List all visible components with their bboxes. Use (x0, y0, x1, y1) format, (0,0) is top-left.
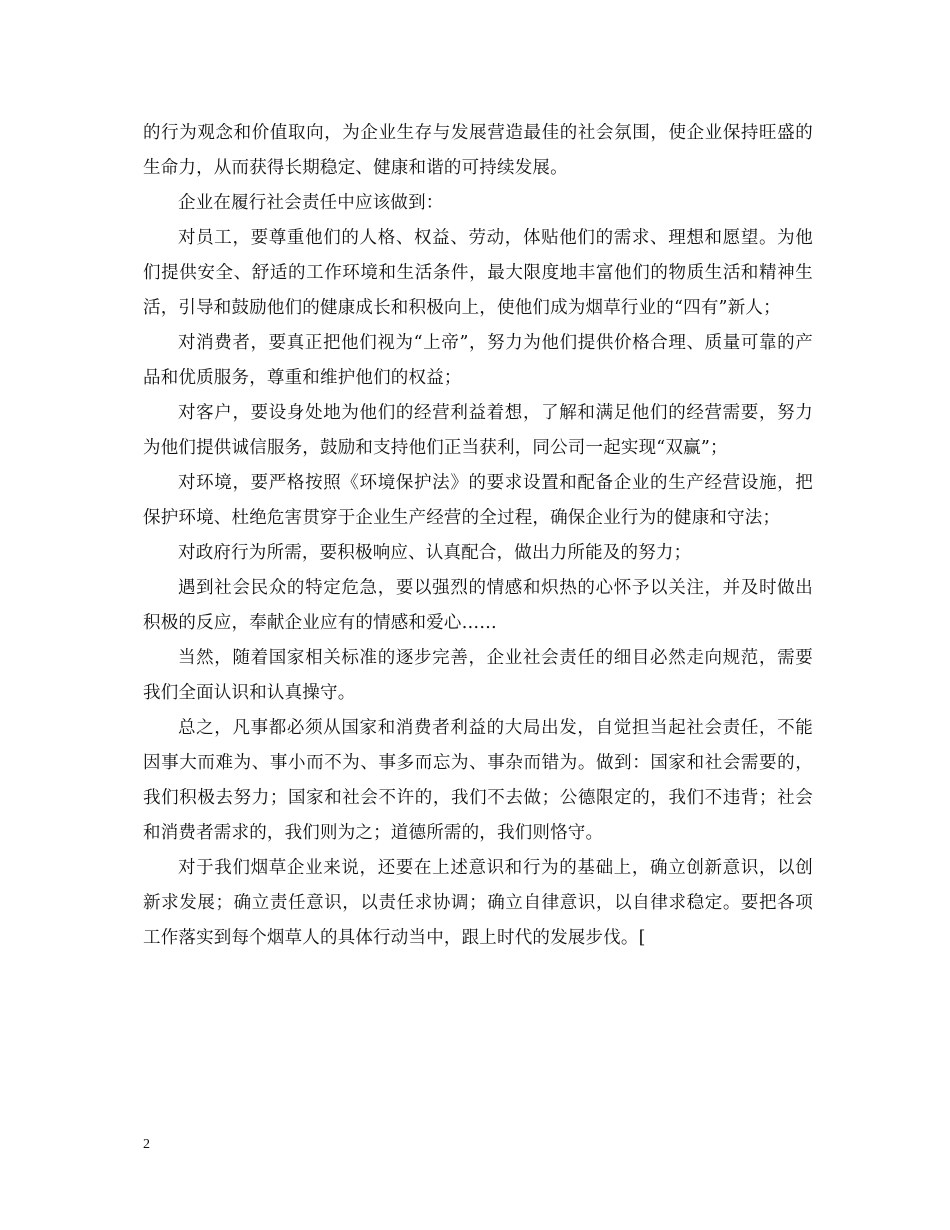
page-number: 2 (143, 1137, 150, 1152)
paragraph-employees: 对员工，要尊重他们的人格、权益、劳动，体贴他们的需求、理想和愿望。为他们提供安全、舒适的工作环境和生活条件，最大限度地丰富他们的物质生活和精神生活，引导和鼓励他们的健康成长和积极向上，使他们成为烟草行业的“四有”新人； (143, 228, 813, 318)
paragraph-intro: 企业在履行社会责任中应该做到： (178, 193, 444, 213)
paragraph-public-crisis: 遇到社会民众的特定危急，要以强烈的情感和炽热的心怀予以关注，并及时做出积极的反应，奉献企业应有的情感和爱心…… (143, 578, 813, 633)
paragraph-summary: 总之，凡事都必须从国家和消费者利益的大局出发，自觉担当起社会责任，不能因事大而难为、事小而不为、事多而忘为、事杂而错为。做到：国家和社会需要的，我们积极去努力；国家和社会不许的，我们不去做；公德限定的，我们不违背；社会和消费者需求的，我们则为之；道德所需的，我们则恪守。 (143, 718, 813, 843)
paragraph-consumers: 对消费者，要真正把他们视为“上帝”，努力为他们提供价格合理、质量可靠的产品和优质服务，尊重和维护他们的权益； (143, 333, 813, 388)
paragraph-environment: 对环境，要严格按照《环境保护法》的要求设置和配备企业的生产经营设施，把保护环境、杜绝危害贯穿于企业生产经营的全过程，确保企业行为的健康和守法； (143, 473, 813, 528)
paragraph-standards: 当然，随着国家相关标准的逐步完善，企业社会责任的细目必然走向规范，需要我们全面认识和认真操守。 (143, 648, 813, 703)
body-text (143, 116, 813, 956)
paragraph-tobacco-enterprise: 对于我们烟草企业来说，还要在上述意识和行为的基础上，确立创新意识，以创新求发展；确立责任意识，以责任求协调；确立自律意识，以自律求稳定。要把各项工作落实到每个烟草人的具体行动当中，跟上时代的发展步伐。[ (143, 858, 813, 948)
paragraph-government: 对政府行为所需，要积极响应、认真配合，做出力所能及的努力； (178, 543, 692, 563)
paragraph-customers: 对客户，要设身处地为他们的经营利益着想，了解和满足他们的经营需要，努力为他们提供诚信服务，鼓励和支持他们正当获利，同公司一起实现“双赢”； (143, 403, 813, 458)
paragraph-continuation: 的行为观念和价值取向，为企业生存与发展营造最佳的社会氛围，使企业保持旺盛的生命力，从而获得长期稳定、健康和谐的可持续发展。 (143, 123, 813, 178)
